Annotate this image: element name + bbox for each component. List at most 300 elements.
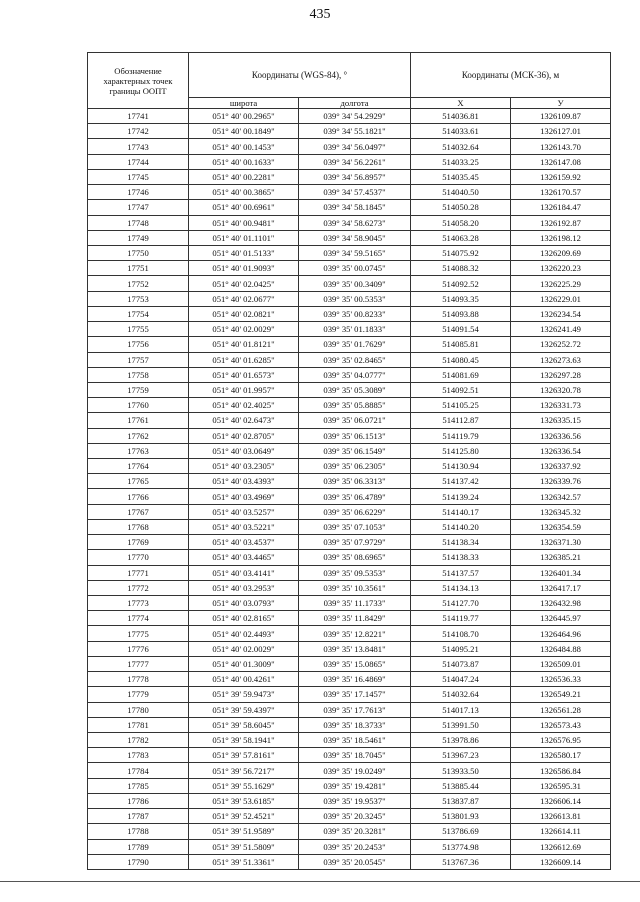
x-cell: 514033.61: [411, 124, 511, 139]
x-cell: 514134.13: [411, 580, 511, 595]
y-cell: 1326561.28: [511, 702, 611, 717]
longitude-cell: 039° 35' 11.1733": [299, 596, 411, 611]
point-id-cell: 17761: [88, 413, 189, 428]
y-cell: 1326234.54: [511, 306, 611, 321]
x-cell: 513837.87: [411, 793, 511, 808]
y-cell: 1326536.33: [511, 672, 611, 687]
point-id-cell: 17757: [88, 352, 189, 367]
table-row: [88, 489, 611, 504]
longitude-cell: 039° 35' 19.0249": [299, 763, 411, 778]
latitude-cell: 051° 39' 51.5809": [189, 839, 299, 854]
longitude-cell: 039° 35' 20.3245": [299, 809, 411, 824]
point-id-cell: 17785: [88, 778, 189, 793]
y-cell: 1326613.81: [511, 809, 611, 824]
point-id-cell: 17751: [88, 261, 189, 276]
x-cell: 514139.24: [411, 489, 511, 504]
longitude-cell: 039° 35' 13.8481": [299, 641, 411, 656]
point-id-cell: 17780: [88, 702, 189, 717]
x-cell: 514119.77: [411, 611, 511, 626]
x-cell: 514112.87: [411, 413, 511, 428]
latitude-cell: 051° 39' 56.7217": [189, 763, 299, 778]
y-cell: 1326335.15: [511, 413, 611, 428]
table-row: [88, 656, 611, 671]
y-cell: 1326192.87: [511, 215, 611, 230]
point-id-cell: 17772: [88, 580, 189, 595]
y-cell: 1326345.32: [511, 504, 611, 519]
latitude-cell: 051° 39' 59.9473": [189, 687, 299, 702]
point-id-cell: 17758: [88, 367, 189, 382]
y-cell: 1326297.28: [511, 367, 611, 382]
y-cell: 1326342.57: [511, 489, 611, 504]
latitude-cell: 051° 40' 03.0649": [189, 443, 299, 458]
latitude-cell: 051° 40' 02.0425": [189, 276, 299, 291]
longitude-cell: 039° 34' 56.0497": [299, 139, 411, 154]
latitude-cell: 051° 40' 00.6961": [189, 200, 299, 215]
point-id-cell: 17775: [88, 626, 189, 641]
table-row: [88, 550, 611, 565]
table-row: [88, 626, 611, 641]
x-cell: 514108.70: [411, 626, 511, 641]
x-cell: 514080.45: [411, 352, 511, 367]
header-msk36: Координаты (МСК-36), м: [411, 53, 611, 98]
longitude-cell: 039° 35' 11.8429": [299, 611, 411, 626]
longitude-cell: 039° 34' 58.9045": [299, 230, 411, 245]
longitude-cell: 039° 34' 57.4537": [299, 185, 411, 200]
y-cell: 1326337.92: [511, 459, 611, 474]
table-row: [88, 322, 611, 337]
footer-divider: [0, 881, 640, 882]
latitude-cell: 051° 39' 58.6045": [189, 717, 299, 732]
latitude-cell: 051° 39' 59.4397": [189, 702, 299, 717]
x-cell: 514036.81: [411, 109, 511, 124]
longitude-cell: 039° 35' 18.5461": [299, 732, 411, 747]
y-cell: 1326614.11: [511, 824, 611, 839]
latitude-cell: 051° 40' 02.6473": [189, 413, 299, 428]
table-row: [88, 611, 611, 626]
y-cell: 1326549.21: [511, 687, 611, 702]
point-id-cell: 17766: [88, 489, 189, 504]
point-id-cell: 17778: [88, 672, 189, 687]
latitude-cell: 051° 40' 03.5221": [189, 519, 299, 534]
longitude-cell: 039° 35' 20.0545": [299, 854, 411, 869]
table-row: [88, 763, 611, 778]
longitude-cell: 039° 35' 00.8233": [299, 306, 411, 321]
point-id-cell: 17788: [88, 824, 189, 839]
point-id-cell: 17773: [88, 596, 189, 611]
point-id-cell: 17743: [88, 139, 189, 154]
latitude-cell: 051° 40' 03.0793": [189, 596, 299, 611]
table-row: [88, 809, 611, 824]
latitude-cell: 051° 39' 57.8161": [189, 748, 299, 763]
longitude-cell: 039° 35' 06.3313": [299, 474, 411, 489]
x-cell: 513801.93: [411, 809, 511, 824]
point-id-cell: 17754: [88, 306, 189, 321]
y-cell: 1326385.21: [511, 550, 611, 565]
latitude-cell: 051° 40' 02.0029": [189, 322, 299, 337]
point-id-cell: 17756: [88, 337, 189, 352]
latitude-cell: 051° 40' 00.9481": [189, 215, 299, 230]
point-id-cell: 17787: [88, 809, 189, 824]
point-id-cell: 17770: [88, 550, 189, 565]
latitude-cell: 051° 40' 03.4969": [189, 489, 299, 504]
longitude-cell: 039° 35' 06.2305": [299, 459, 411, 474]
point-id-cell: 17750: [88, 245, 189, 260]
latitude-cell: 051° 39' 58.1941": [189, 732, 299, 747]
table-row: [88, 291, 611, 306]
x-cell: 514017.13: [411, 702, 511, 717]
latitude-cell: 051° 40' 00.2281": [189, 169, 299, 184]
point-id-cell: 17784: [88, 763, 189, 778]
table-row: [88, 580, 611, 595]
latitude-cell: 051° 40' 02.0821": [189, 306, 299, 321]
table-body: [88, 109, 611, 870]
latitude-cell: 051° 40' 02.8165": [189, 611, 299, 626]
point-id-cell: 17749: [88, 230, 189, 245]
table-row: [88, 839, 611, 854]
longitude-cell: 039° 35' 00.0745": [299, 261, 411, 276]
x-cell: 514093.35: [411, 291, 511, 306]
header-point-label: Обозначение характерных точек границы ООПТ: [88, 53, 189, 109]
x-cell: 514138.34: [411, 535, 511, 550]
latitude-cell: 051° 40' 00.1849": [189, 124, 299, 139]
table-row: [88, 276, 611, 291]
longitude-cell: 039° 35' 19.9537": [299, 793, 411, 808]
y-cell: 1326209.69: [511, 245, 611, 260]
longitude-cell: 039° 35' 07.1053": [299, 519, 411, 534]
y-cell: 1326509.01: [511, 656, 611, 671]
longitude-cell: 039° 35' 15.0865": [299, 656, 411, 671]
table-row: [88, 793, 611, 808]
latitude-cell: 051° 40' 03.4393": [189, 474, 299, 489]
point-id-cell: 17782: [88, 732, 189, 747]
longitude-cell: 039° 35' 06.6229": [299, 504, 411, 519]
table-row: [88, 185, 611, 200]
longitude-cell: 039° 35' 08.6965": [299, 550, 411, 565]
latitude-cell: 051° 40' 00.2965": [189, 109, 299, 124]
point-id-cell: 17767: [88, 504, 189, 519]
point-id-cell: 17759: [88, 382, 189, 397]
x-cell: 513933.50: [411, 763, 511, 778]
y-cell: 1326143.70: [511, 139, 611, 154]
point-id-cell: 17745: [88, 169, 189, 184]
latitude-cell: 051° 40' 02.0029": [189, 641, 299, 656]
table-row: [88, 504, 611, 519]
longitude-cell: 039° 35' 07.9729": [299, 535, 411, 550]
longitude-cell: 039° 35' 18.3733": [299, 717, 411, 732]
y-cell: 1326586.84: [511, 763, 611, 778]
x-cell: 514035.45: [411, 169, 511, 184]
latitude-cell: 051° 40' 03.2305": [189, 459, 299, 474]
latitude-cell: 051° 40' 03.5257": [189, 504, 299, 519]
y-cell: 1326331.73: [511, 398, 611, 413]
x-cell: 514138.33: [411, 550, 511, 565]
table-row: [88, 778, 611, 793]
latitude-cell: 051° 40' 01.6573": [189, 367, 299, 382]
x-cell: 514033.25: [411, 154, 511, 169]
x-cell: 514119.79: [411, 428, 511, 443]
latitude-cell: 051° 40' 03.4141": [189, 565, 299, 580]
longitude-cell: 039° 35' 05.8885": [299, 398, 411, 413]
latitude-cell: 051° 40' 01.3009": [189, 656, 299, 671]
y-cell: 1326336.56: [511, 428, 611, 443]
table-row: [88, 672, 611, 687]
header-x: X: [411, 98, 511, 109]
longitude-cell: 039° 35' 01.1833": [299, 322, 411, 337]
x-cell: 513885.44: [411, 778, 511, 793]
longitude-cell: 039° 35' 10.3561": [299, 580, 411, 595]
latitude-cell: 051° 40' 00.1453": [189, 139, 299, 154]
latitude-cell: 051° 39' 51.3361": [189, 854, 299, 869]
x-cell: 514075.92: [411, 245, 511, 260]
y-cell: 1326417.17: [511, 580, 611, 595]
x-cell: 513786.69: [411, 824, 511, 839]
x-cell: 514032.64: [411, 139, 511, 154]
latitude-cell: 051° 40' 02.8705": [189, 428, 299, 443]
x-cell: 514085.81: [411, 337, 511, 352]
point-id-cell: 17755: [88, 322, 189, 337]
y-cell: 1326609.14: [511, 854, 611, 869]
table-row: [88, 109, 611, 124]
table-row: [88, 428, 611, 443]
longitude-cell: 039° 34' 56.8957": [299, 169, 411, 184]
point-id-cell: 17741: [88, 109, 189, 124]
x-cell: 513991.50: [411, 717, 511, 732]
latitude-cell: 051° 39' 52.4521": [189, 809, 299, 824]
coordinates-table: [87, 52, 611, 870]
point-id-cell: 17765: [88, 474, 189, 489]
table-row: [88, 139, 611, 154]
x-cell: 514105.25: [411, 398, 511, 413]
x-cell: 514050.28: [411, 200, 511, 215]
y-cell: 1326159.92: [511, 169, 611, 184]
longitude-cell: 039° 35' 01.7629": [299, 337, 411, 352]
y-cell: 1326147.08: [511, 154, 611, 169]
x-cell: 513767.36: [411, 854, 511, 869]
longitude-cell: 039° 35' 20.2453": [299, 839, 411, 854]
y-cell: 1326225.29: [511, 276, 611, 291]
longitude-cell: 039° 35' 17.1457": [299, 687, 411, 702]
x-cell: 514095.21: [411, 641, 511, 656]
x-cell: 514137.57: [411, 565, 511, 580]
longitude-cell: 039° 35' 02.8465": [299, 352, 411, 367]
latitude-cell: 051° 40' 00.3865": [189, 185, 299, 200]
header-y: У: [511, 98, 611, 109]
x-cell: 514063.28: [411, 230, 511, 245]
x-cell: 514137.42: [411, 474, 511, 489]
latitude-cell: 051° 40' 01.8121": [189, 337, 299, 352]
x-cell: 514130.94: [411, 459, 511, 474]
y-cell: 1326464.96: [511, 626, 611, 641]
y-cell: 1326580.17: [511, 748, 611, 763]
y-cell: 1326127.01: [511, 124, 611, 139]
longitude-cell: 039° 35' 05.3089": [299, 382, 411, 397]
y-cell: 1326371.30: [511, 535, 611, 550]
y-cell: 1326339.76: [511, 474, 611, 489]
latitude-cell: 051° 40' 02.0677": [189, 291, 299, 306]
table-row: [88, 367, 611, 382]
y-cell: 1326252.72: [511, 337, 611, 352]
latitude-cell: 051° 40' 03.4537": [189, 535, 299, 550]
y-cell: 1326241.49: [511, 322, 611, 337]
table-row: [88, 398, 611, 413]
latitude-cell: 051° 40' 03.2953": [189, 580, 299, 595]
latitude-cell: 051° 40' 01.5133": [189, 245, 299, 260]
latitude-cell: 051° 40' 00.1633": [189, 154, 299, 169]
table-row: [88, 748, 611, 763]
table-row: [88, 854, 611, 869]
point-id-cell: 17746: [88, 185, 189, 200]
longitude-cell: 039° 35' 06.1513": [299, 428, 411, 443]
longitude-cell: 039° 34' 55.1821": [299, 124, 411, 139]
x-cell: 514091.54: [411, 322, 511, 337]
y-cell: 1326273.63: [511, 352, 611, 367]
table-row: [88, 641, 611, 656]
table-row: [88, 474, 611, 489]
point-id-cell: 17753: [88, 291, 189, 306]
x-cell: 514092.52: [411, 276, 511, 291]
header-wgs84: Координаты (WGS-84), °: [189, 53, 411, 98]
latitude-cell: 051° 40' 01.9093": [189, 261, 299, 276]
latitude-cell: 051° 40' 01.9957": [189, 382, 299, 397]
y-cell: 1326401.34: [511, 565, 611, 580]
y-cell: 1326354.59: [511, 519, 611, 534]
longitude-cell: 039° 35' 04.0777": [299, 367, 411, 382]
table-row: [88, 596, 611, 611]
x-cell: 514127.70: [411, 596, 511, 611]
point-id-cell: 17748: [88, 215, 189, 230]
y-cell: 1326220.23: [511, 261, 611, 276]
longitude-cell: 039° 35' 06.1549": [299, 443, 411, 458]
y-cell: 1326198.12: [511, 230, 611, 245]
x-cell: 514088.32: [411, 261, 511, 276]
longitude-cell: 039° 35' 00.5353": [299, 291, 411, 306]
y-cell: 1326336.54: [511, 443, 611, 458]
point-id-cell: 17771: [88, 565, 189, 580]
longitude-cell: 039° 34' 54.2929": [299, 109, 411, 124]
y-cell: 1326170.57: [511, 185, 611, 200]
point-id-cell: 17786: [88, 793, 189, 808]
longitude-cell: 039° 35' 06.4789": [299, 489, 411, 504]
point-id-cell: 17768: [88, 519, 189, 534]
longitude-cell: 039° 35' 06.0721": [299, 413, 411, 428]
point-id-cell: 17762: [88, 428, 189, 443]
x-cell: 514073.87: [411, 656, 511, 671]
longitude-cell: 039° 35' 20.3281": [299, 824, 411, 839]
table-row: [88, 732, 611, 747]
latitude-cell: 051° 39' 53.6185": [189, 793, 299, 808]
y-cell: 1326484.88: [511, 641, 611, 656]
x-cell: 513978.86: [411, 732, 511, 747]
point-id-cell: 17777: [88, 656, 189, 671]
x-cell: 514140.17: [411, 504, 511, 519]
table-row: [88, 687, 611, 702]
x-cell: 514081.69: [411, 367, 511, 382]
latitude-cell: 051° 40' 01.6285": [189, 352, 299, 367]
table-row: [88, 717, 611, 732]
table-row: [88, 382, 611, 397]
longitude-cell: 039° 35' 12.8221": [299, 626, 411, 641]
x-cell: 514093.88: [411, 306, 511, 321]
header-longitude: долгота: [299, 98, 411, 109]
table-row: [88, 200, 611, 215]
x-cell: 514032.64: [411, 687, 511, 702]
y-cell: 1326445.97: [511, 611, 611, 626]
point-id-cell: 17769: [88, 535, 189, 550]
point-id-cell: 17742: [88, 124, 189, 139]
table-row: [88, 565, 611, 580]
point-id-cell: 17789: [88, 839, 189, 854]
longitude-cell: 039° 35' 17.7613": [299, 702, 411, 717]
point-id-cell: 17752: [88, 276, 189, 291]
table-row: [88, 519, 611, 534]
y-cell: 1326432.98: [511, 596, 611, 611]
table-row: [88, 352, 611, 367]
longitude-cell: 039° 35' 16.4869": [299, 672, 411, 687]
y-cell: 1326595.31: [511, 778, 611, 793]
longitude-cell: 039° 35' 18.7045": [299, 748, 411, 763]
table-row: [88, 124, 611, 139]
table-row: [88, 215, 611, 230]
latitude-cell: 051° 40' 03.4465": [189, 550, 299, 565]
latitude-cell: 051° 40' 02.4025": [189, 398, 299, 413]
point-id-cell: 17744: [88, 154, 189, 169]
header-latitude: широта: [189, 98, 299, 109]
table-row: [88, 824, 611, 839]
table-row: [88, 459, 611, 474]
table-row: [88, 306, 611, 321]
latitude-cell: 051° 39' 51.9589": [189, 824, 299, 839]
x-cell: 514125.80: [411, 443, 511, 458]
point-id-cell: 17776: [88, 641, 189, 656]
y-cell: 1326184.47: [511, 200, 611, 215]
longitude-cell: 039° 35' 19.4281": [299, 778, 411, 793]
y-cell: 1326109.87: [511, 109, 611, 124]
point-id-cell: 17779: [88, 687, 189, 702]
latitude-cell: 051° 40' 02.4493": [189, 626, 299, 641]
point-id-cell: 17781: [88, 717, 189, 732]
table-row: [88, 245, 611, 260]
point-id-cell: 17747: [88, 200, 189, 215]
x-cell: 513774.98: [411, 839, 511, 854]
longitude-cell: 039° 34' 59.5165": [299, 245, 411, 260]
point-id-cell: 17763: [88, 443, 189, 458]
longitude-cell: 039° 35' 09.5353": [299, 565, 411, 580]
longitude-cell: 039° 34' 56.2261": [299, 154, 411, 169]
longitude-cell: 039° 34' 58.6273": [299, 215, 411, 230]
y-cell: 1326576.95: [511, 732, 611, 747]
y-cell: 1326229.01: [511, 291, 611, 306]
y-cell: 1326606.14: [511, 793, 611, 808]
point-id-cell: 17760: [88, 398, 189, 413]
x-cell: 514047.24: [411, 672, 511, 687]
table-row: [88, 337, 611, 352]
x-cell: 513967.23: [411, 748, 511, 763]
point-id-cell: 17764: [88, 459, 189, 474]
latitude-cell: 051° 39' 55.1629": [189, 778, 299, 793]
table-row: [88, 154, 611, 169]
table-row: [88, 261, 611, 276]
y-cell: 1326320.78: [511, 382, 611, 397]
table-row: [88, 443, 611, 458]
x-cell: 514040.50: [411, 185, 511, 200]
latitude-cell: 051° 40' 01.1101": [189, 230, 299, 245]
x-cell: 514092.51: [411, 382, 511, 397]
longitude-cell: 039° 34' 58.1845": [299, 200, 411, 215]
y-cell: 1326573.43: [511, 717, 611, 732]
longitude-cell: 039° 35' 00.3409": [299, 276, 411, 291]
table-row: [88, 169, 611, 184]
latitude-cell: 051° 40' 00.4261": [189, 672, 299, 687]
